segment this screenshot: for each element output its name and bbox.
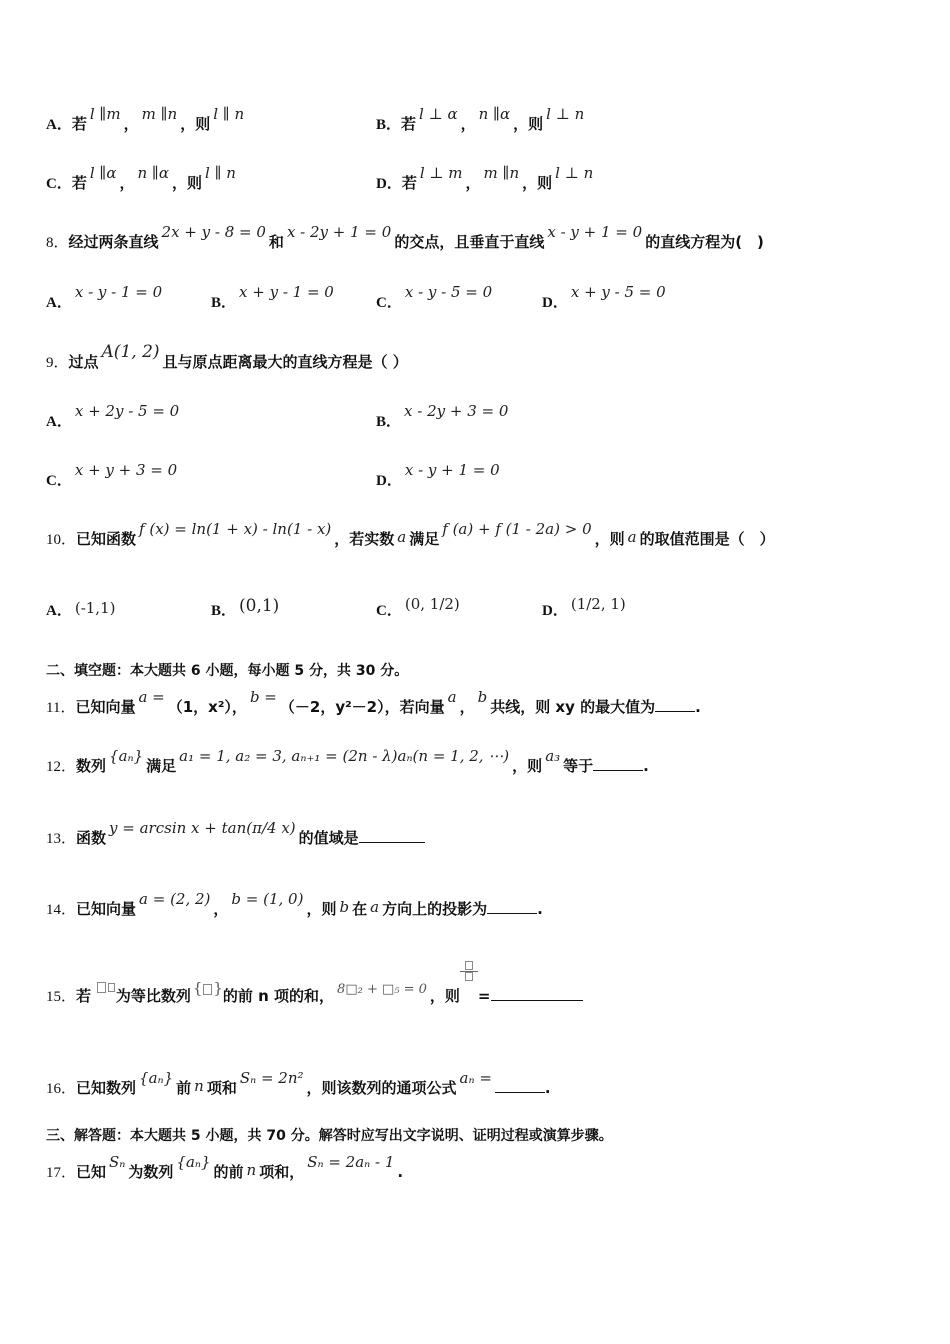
q12-stem: 12．数列{aₙ}满足a₁ = 1, a₂ = 3, aₙ₊₁ = (2n - λ)aₙ(n = 1, 2, ⋯)，则a₃等于 . <box>46 747 649 775</box>
q8-option-c: C．x - y - 5 = 0 <box>376 283 493 311</box>
q14-stem: 14．已知向量a = (2, 2)，b = (1, 0)，则 b 在 a 方向上的投影为 . <box>46 890 543 918</box>
missing-glyph-icon <box>108 983 115 992</box>
missing-glyph-icon <box>97 982 106 993</box>
q12-answer-blank[interactable] <box>593 756 643 771</box>
q7-option-d: D．若l ⊥ m，m ∥n，则l ⊥ n <box>376 164 594 192</box>
q11-stem: 11．已知向量a =（1，x²），b =（－2，y²－2），若向量a，b共线，则 xy 的最大值为 . <box>46 688 701 716</box>
q14-answer-blank[interactable] <box>487 899 537 914</box>
q8-option-a: A．x - y - 1 = 0 <box>46 283 163 311</box>
q7-option-a: A．若l ∥m，m ∥n，则l ∥ n <box>46 105 245 133</box>
q9-option-c: C．x + y + 3 = 0 <box>46 461 178 489</box>
section-fill-in-heading: 二、填空题：本大题共 6 小题，每小题 5 分，共 30 分。 <box>46 663 409 679</box>
q8-option-b: B．x + y - 1 = 0 <box>211 283 334 311</box>
q15-answer-blank[interactable] <box>491 986 583 1001</box>
sequence-brace-icon: { } <box>192 979 223 997</box>
q16-stem: 16．已知数列{aₙ}前 n 项和Sₙ = 2n²，则该数列的通项公式aₙ =. <box>46 1069 551 1097</box>
section-answer-heading: 三、解答题：本大题共 5 小题，共 70 分。解答时应写出文字说明、证明过程或演算步骤。 <box>46 1128 613 1144</box>
q9-option-d: D．x - y + 1 = 0 <box>376 461 500 489</box>
q7-option-c: C．若l ∥α，n ∥α，则l ∥ n <box>46 164 236 192</box>
missing-glyph-icon <box>203 984 212 995</box>
q13-answer-blank[interactable] <box>359 828 425 843</box>
q8-stem: 8．经过两条直线2x + y - 8 = 0和x - 2y + 1 = 0的交点，且垂直于直线x - y + 1 = 0的直线方程为( ) <box>46 223 764 251</box>
q10-option-c: C． (0, 1/2) <box>376 595 460 619</box>
q7-option-b: B．若l ⊥ α，n ∥α，则l ⊥ n <box>376 105 585 133</box>
q11-answer-blank[interactable] <box>655 697 695 712</box>
q10-option-b: B． (0,1) <box>211 596 280 619</box>
q15-fraction <box>460 961 478 982</box>
missing-glyph-icon <box>465 961 473 970</box>
q17-stem: 17．已知Sₙ为数列{aₙ}的前 n 项和，Sₙ = 2aₙ - 1. <box>46 1153 404 1181</box>
missing-glyph-icon <box>465 972 473 981</box>
q9-option-a: A．x + 2y - 5 = 0 <box>46 402 180 430</box>
q16-answer-blank[interactable] <box>495 1078 545 1093</box>
q13-stem: 13．函数y = arcsin x + tan(π/4 x)的值域是 <box>46 828 425 849</box>
q10-stem: 10．已知函数f (x) = ln(1 + x) - ln(1 - x)，若实数 a 满足f (a) + f (1 - 2a) > 0，则 a 的取值范围是（ ） <box>46 520 775 548</box>
q8-option-d: D．x + y - 5 = 0 <box>542 283 666 311</box>
q15-stem: 15．若 为等比数列 { }的前 n 项的和， 8□₂ + □₅ = 0 ，则 = <box>46 983 583 1008</box>
q10-option-a: A． (-1,1) <box>46 599 116 619</box>
q9-option-b: B．x - 2y + 3 = 0 <box>376 402 509 430</box>
q10-option-d: D． (1/2, 1) <box>542 595 626 619</box>
q9-stem: 9．过点 A(1, 2) 且与原点距离最大的直线方程是（ ） <box>46 342 408 371</box>
